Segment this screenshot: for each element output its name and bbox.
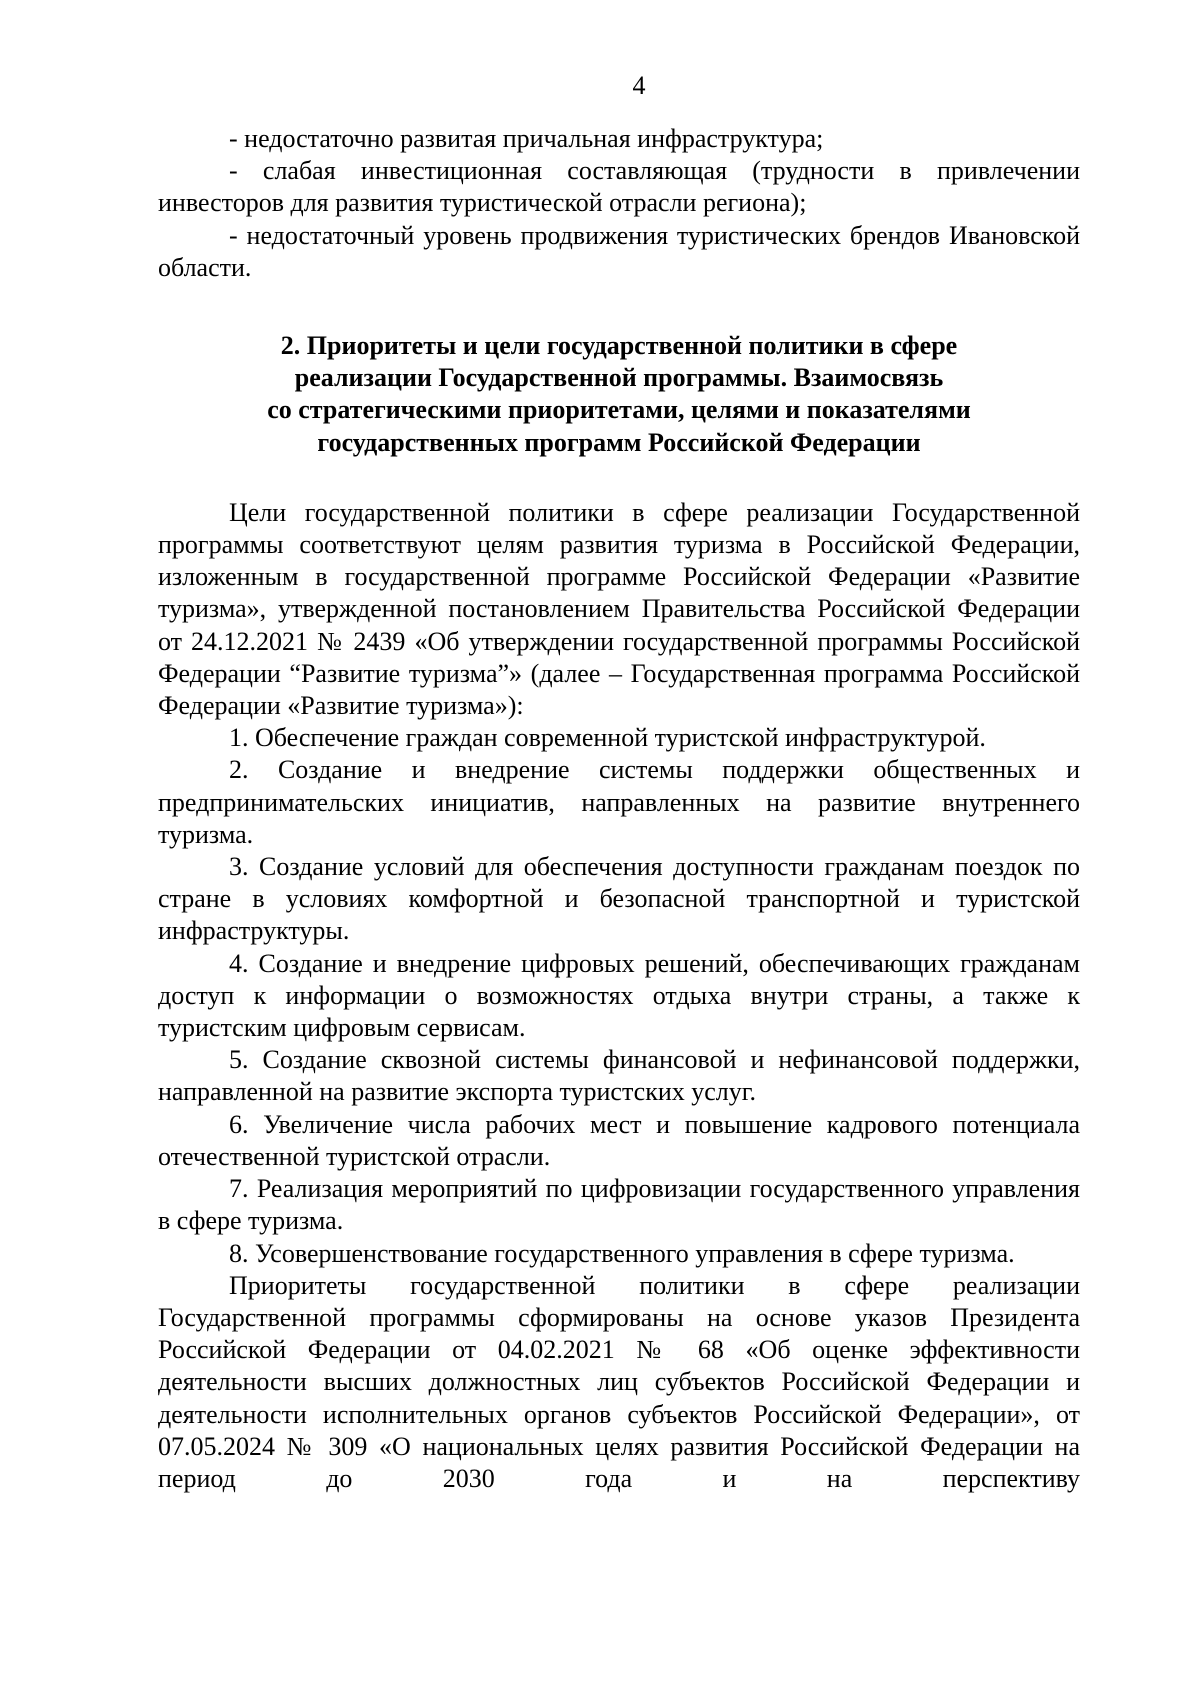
list-item: - недостаточно развитая причальная инфраструктура; [229, 124, 824, 153]
goal-item: 3. Создание условий для обеспечения доступности гражданам поездок по стране в условиях комфортной и безопасной транспортной и туристской инфраструктуры. [158, 852, 1080, 946]
goal-item: 1. Обеспечение граждан современной туристской инфраструктурой. [229, 723, 986, 753]
list-item: - недостаточный уровень продвижения туристических брендов Ивановской области. [158, 220, 1080, 282]
goals-section [158, 497, 1080, 1495]
section-heading-line: реализации Государственной программы. Взаимосвязь [294, 363, 944, 393]
problems-list [158, 123, 1080, 284]
priorities-paragraph: Приоритеты государственной политики в сфере реализации Государственной программы сформированы на основе указов Президента Российской Федерации от 04.02.2021 № 68 «Об оценке эффективности деятельности высших должностных лиц субъектов Российской Федерации и деятельности исполнительных органов субъектов Российской Федерации», от 07.05.2024 № 309 «О национальных целях развития Российской Федерации на период до 2030 года и на перспективу [158, 1270, 1080, 1493]
goal-item: 4. Создание и внедрение цифровых решений, обеспечивающих гражданам доступ к информации о возможностях отдыха внутри страны, а также к туристским цифровым сервисам. [158, 948, 1080, 1043]
section-heading-line: 2. Приоритеты и цели государственной политики в сфере [280, 331, 958, 361]
goals-intro-paragraph: Цели государственной политики в сфере реализации Государственной программы соответствуют целям развития туризма в Российской Федерации, изложенным в государственной программе Российской Федерации «Развитие туризма», утвержденной постановлением Правительства Российской Федерации от 24.12.2021 № 2439 «Об утверждении государственной программы Российской Федерации “Развитие туризма”» (далее – Государственная программа Российской Федерации «Развитие туризма»): [158, 497, 1080, 721]
section-heading [158, 330, 1080, 459]
section-heading-line: со стратегическими приоритетами, целями и показателями [267, 395, 971, 425]
goal-item: 8. Усовершенствование государственного управления в сфере туризма. [229, 1238, 1015, 1268]
page-number: 4 [632, 71, 646, 100]
goal-item: 6. Увеличение числа рабочих мест и повышение кадрового потенциала отечественной туристской отрасли. [158, 1109, 1080, 1171]
section-heading-line: государственных программ Российской Федерации [317, 427, 921, 457]
goal-item: 7. Реализация мероприятий по цифровизации государственного управления в сфере туризма. [158, 1174, 1080, 1236]
goal-item: 5. Создание сквозной системы финансовой и нефинансовой поддержки, направленной на развитие экспорта туристских услуг. [158, 1045, 1080, 1107]
goal-item: 2. Создание и внедрение системы поддержки общественных и предпринимательских инициатив, направленных на развитие внутреннего туризма. [158, 755, 1080, 849]
list-item: - слабая инвестиционная составляющая (трудности в привлечении инвесторов для развития туристической отрасли региона); [158, 156, 1080, 218]
